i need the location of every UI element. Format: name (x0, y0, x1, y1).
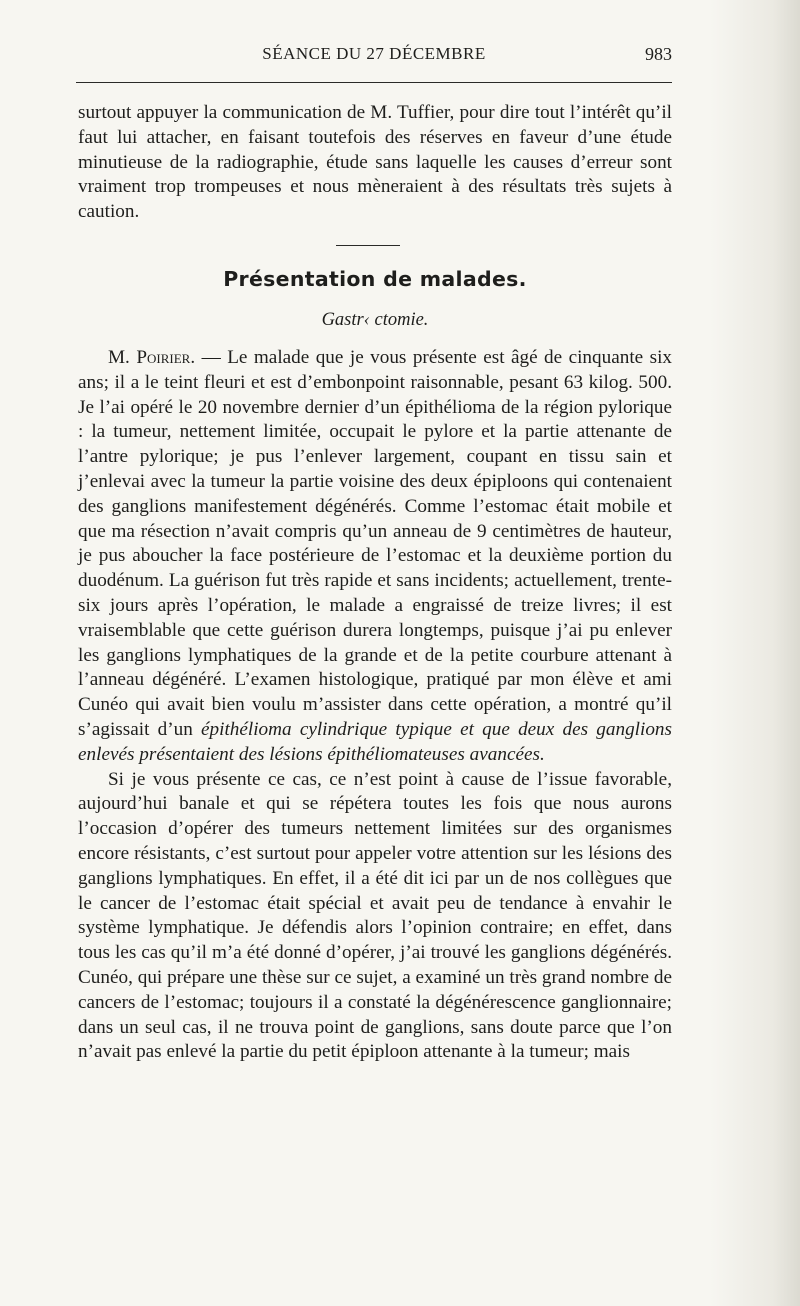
section-heading: Présentation de malades. (223, 267, 527, 291)
section-divider (336, 245, 400, 246)
paragraph-poirier-italic: épithélioma cylindrique typique et que deux des ganglions enlevés présentaient des lésions épithéliomateuses avancées. (78, 718, 672, 765)
speaker-name: Poirier (136, 347, 191, 368)
speaker-prefix: M. (108, 347, 137, 368)
intro-paragraph: surtout appuyer la communication de M. Tuffier, pour dire tout l’intérêt qu’il faut lui attacher, en faisant toutefois des réserves en faveur d’une étude minutieuse de la radiographie, étude sans laquelle les causes d’erreur sont vraiment trop trompeuses et nous mèneraient à des résultats très sujets à caution. (78, 102, 672, 223)
running-title: SÉANCE DU 27 DÉCEMBRE (262, 44, 486, 63)
header-rule (76, 82, 672, 83)
page-number: 983 (645, 44, 672, 64)
intro-paragraph-block (78, 101, 672, 225)
paragraph-poirier-body: . — Le malade que je vous présente est âgé de cinquante six ans; il a le teint fleuri et est d’embonpoint raisonnable, pesant 63 kilog. 500. Je l’ai opéré le 20 novembre dernier d’un épithélioma de la région pylorique : la tumeur, nettement limitée, occupait le pylore et la partie attenante de l’antre pylorique; je pus l’enlever largement, coupant en tissu sain et j’enlevai avec la tumeur la partie voisine des deux épiploons qui contenaient des ganglions manifestement dégénérés. Comme l’estomac était mobile et que ma résection n’avait compris qu’un anneau de 9 centimètres de hauteur, je pus aboucher la face postérieure de l’estomac et la deuxième portion du duodénum. La guérison fut très rapide et sans incidents; actuellement, trente-six jours après l’opération, le malade a engraissé de treize livres; il est vraisemblable que cette guérison durera longtemps, puisque j’ai pu enlever les ganglions lymphatiques de la grande et de la petite courbure attenant à l’anneau dégénéré. L’examen histologique, pratiqué par mon élève et ami Cunéo qui avait bien voulu m’assister dans cette opération, a montré qu’il s’agissait d’un (78, 347, 673, 740)
section-subheading: Gastr‹ ctomie. (321, 310, 429, 330)
paragraph-poirier (78, 346, 672, 768)
main-text-block (78, 346, 672, 1065)
paragraph-continuation: Si je vous présente ce cas, ce n’est point à cause de l’issue favorable, aujourd’hui banale et qui se répétera toutes les fois que nous aurons l’occasion d’opérer des tumeurs nettement limitées sur des organismes encore résistants, c’est surtout pour appeler votre attention sur les lésions des ganglions lymphatiques. En effet, il a été dit ici par un de nos collègues que le cancer de l’estomac était spécial et avait peu de tendance à envahir le système lymphatique. Je défendis alors l’opinion contraire; en effet, dans tous les cas qu’il m’a été donné d’opérer, j’ai trouvé les ganglions dégénérés. Cunéo, qui prépare une thèse sur ce sujet, a examiné un très grand nombre de cancers de l’estomac; toujours il a constaté la dégénérescence ganglionnaire; dans un seul cas, il ne trouva point de ganglions, sans doute parce que l’on n’avait pas enlevé la partie du petit épiploon attenante à la tumeur; mais (78, 768, 672, 1063)
page-edge-shadow (710, 0, 800, 1306)
page-header (76, 44, 672, 72)
